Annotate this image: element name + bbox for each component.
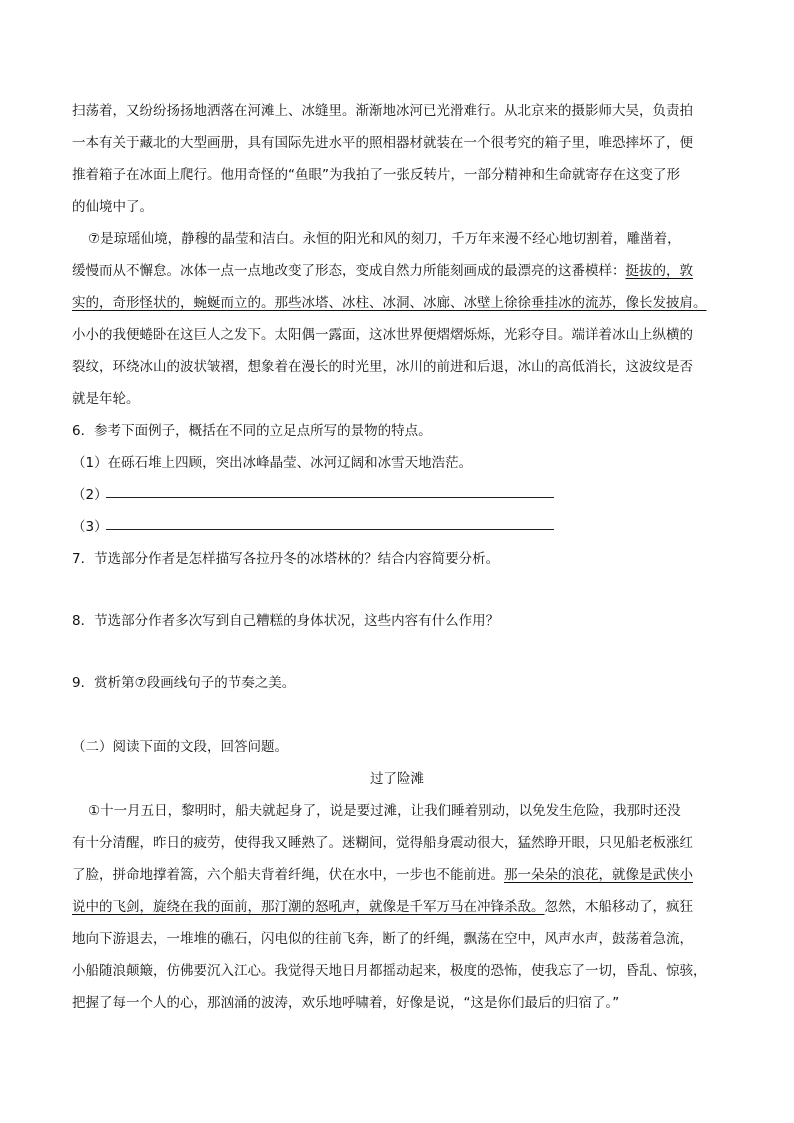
text-line: 就是年轮。 [72, 391, 140, 407]
underlined-sentence: 说中的飞剑，旋绕在我的面前，那汀潮的怒吼声，就像是千军万马在冲锋杀敌。 [72, 899, 545, 915]
passage-title: 过了险滩 [370, 771, 424, 787]
text-line: 把握了每一个人的心，那汹涌的波涛，欢乐地呼啸着，好像是说，“这是你们最后的归宿了。” [72, 995, 620, 1011]
underlined-sentence: 实的，奇形怪状的，蜿蜒而立的。那些冰塔、冰柱、冰洞、冰廊、冰壁上徐徐垂挂冰的流苏，像长发披肩。 [72, 295, 707, 311]
text-line: 裂纹，环绕冰山的波状皱褶，想象着在漫长的时光里，冰川的前进和后退，冰山的高低消长，这波纹是否 [72, 359, 693, 375]
text-line: 有十分清醒，昨日的疲劳，使得我又睡熟了。迷糊间，觉得船身震动很大，猛然睁开眼，只见船老板涨红 [72, 835, 693, 851]
text-line [72, 866, 693, 884]
text-line: ⑦是琼瑶仙境，静穆的晶莹和洁白。永恒的阳光和风的刻刀，千万年来漫不经心地切割着，雕凿着， [88, 231, 681, 247]
section-intro: （二）阅读下面的文段，回答问题。 [72, 739, 288, 755]
text-line: 的仙境中了。 [72, 199, 153, 215]
answer-label: （3） [72, 519, 108, 535]
question-7: 7．节选部分作者是怎样描写各拉丹冬的冰塔林的？结合内容简要分析。 [72, 551, 500, 567]
underlined-sentence: 挺拔的，敦 [625, 263, 693, 279]
text-line: 扫荡着，又纷纷扬扬地洒落在河滩上、冰缝里。渐渐地冰河已光滑难行。从北京来的摄影师大吴，负责拍 [72, 103, 693, 119]
text-line: ①十一月五日，黎明时，船夫就起身了，说是要过滩，让我们睡着别动，以免发生危险，我那时还没 [88, 803, 681, 819]
text-span: 忽然，木船移动了，疯狂 [544, 899, 693, 915]
text-line: 一本有关于藏北的大型画册，具有国际先进水平的照相器材就装在一个很考究的箱子里，唯恐摔坏了，便 [72, 135, 693, 151]
text-line: 小小的我便蜷卧在这巨人之发下。太阳偶一露面，这冰世界便熠熠烁烁，光彩夺目。端详着冰山上纵横的 [72, 327, 693, 343]
text-span: 了脸，拼命地撑着篙，六个船夫背着纤绳，伏在水中，一步也不能前进。 [72, 867, 504, 883]
text-span: 缓慢而从不懈怠。冰体一点一点地改变了形态，变成自然力所能刻画成的最漂亮的这番模样： [72, 263, 626, 279]
text-line: 推着箱子在冰面上爬行。他用奇怪的“鱼眼”为我拍了一张反转片，一部分精神和生命就寄存在这变了形 [72, 167, 680, 183]
underlined-sentence: 那一朵朵的浪花，就像是武侠小 [504, 867, 693, 883]
question-stem: 6．参考下面例子，概括在不同的立足点所写的景物的特点。 [72, 423, 432, 439]
text-line [72, 898, 693, 916]
question-9: 9．赏析第⑦段画线句子的节奏之美。 [72, 675, 296, 691]
text-line [72, 262, 693, 280]
question-8: 8．节选部分作者多次写到自己糟糕的身体状况，这些内容有什么作用？ [72, 613, 500, 629]
answer-blank-3[interactable] [106, 529, 554, 530]
text-line: 小船随浪颠簸，仿佛要沉入江心。我觉得天地日月都摇动起来，极度的恐怖，使我忘了一切，昏乱、惊骇， [72, 963, 707, 979]
answer-blank-2[interactable] [106, 497, 554, 498]
text-line: 地向下游退去，一堆堆的礁石，闪电似的往前飞奔，断了的纤绳，飘荡在空中，风声水声，鼓荡着急流， [72, 931, 693, 947]
example-answer: （1）在砾石堆上四顾，突出冰峰晶莹、冰河辽阔和冰雪天地浩茫。 [72, 455, 473, 471]
answer-label: （2） [72, 487, 108, 503]
